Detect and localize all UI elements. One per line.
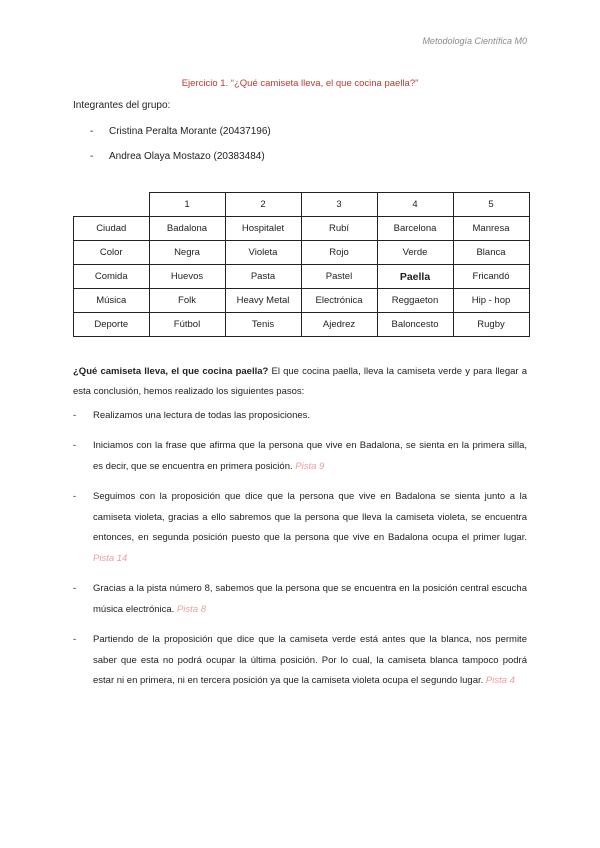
table-cell: Tenis (225, 313, 301, 337)
step-item (73, 406, 527, 427)
table-header-cell: 5 (453, 193, 529, 217)
step-item (73, 579, 527, 620)
table-cell-highlight: Paella (377, 265, 453, 289)
table-cell: Violeta (225, 241, 301, 265)
member-item (90, 126, 271, 137)
member-name: Cristina Peralta Morante (20437196) (109, 126, 271, 137)
clue-reference: Pista 8 (176, 603, 206, 615)
logic-grid-table (73, 192, 530, 337)
step-text: Realizamos una lectura de todas las proposiciones. (93, 410, 311, 421)
row-label: Deporte (74, 313, 150, 337)
table-cell: Huevos (149, 265, 225, 289)
list-dash: - (73, 583, 77, 594)
table-cell: Baloncesto (377, 313, 453, 337)
table-cell: Blanca (453, 241, 529, 265)
table-cell: Verde (377, 241, 453, 265)
list-dash: - (90, 126, 94, 137)
table-row (74, 241, 530, 265)
table-row (74, 289, 530, 313)
members-label: Integrantes del grupo: (73, 100, 171, 111)
document-header: Metodología Científica M0 (422, 36, 527, 46)
table-header-cell: 1 (149, 193, 225, 217)
step-text: Seguimos con la proposición que dice que la persona que vive en Badalona se sienta junto a la camiseta violeta, gracias a ello sabremos que la persona que lleva la camiseta violeta, se encuentra entonces, en segunda posición puesto que la persona que vive en Badalona ocupa el primer lugar. (93, 491, 527, 543)
table-cell: Folk (149, 289, 225, 313)
table-row (74, 265, 530, 289)
table-cell: Pasta (225, 265, 301, 289)
table-header-cell: 3 (301, 193, 377, 217)
table-row (74, 313, 530, 337)
member-name: Andrea Olaya Mostazo (20383484) (109, 151, 265, 162)
list-dash: - (90, 151, 94, 162)
table-cell: Negra (149, 241, 225, 265)
table-cell: Pastel (301, 265, 377, 289)
row-label: Ciudad (74, 217, 150, 241)
clue-reference: Pista 14 (93, 552, 128, 564)
table-row (74, 217, 530, 241)
table-cell: Heavy Metal (225, 289, 301, 313)
row-label: Color (74, 241, 150, 265)
answer-text: El que cocina paella, lleva la camiseta verde y para llegar a esta conclusión, hemos realizado los siguientes pasos: (73, 366, 527, 397)
step-item (73, 630, 527, 692)
table-cell: Fricandó (453, 265, 529, 289)
member-item (90, 151, 265, 162)
table-header-row (74, 193, 530, 217)
table-header-cell: 4 (377, 193, 453, 217)
table-header-cell: 2 (225, 193, 301, 217)
table-cell: Hospitalet (225, 217, 301, 241)
step-text: Gracias a la pista número 8, sabemos que la persona que se encuentra en la posición central escucha música electrónica. (93, 583, 527, 615)
step-text: Iniciamos con la frase que afirma que la persona que vive en Badalona, se sienta en la primera silla, es decir, que se encuentra en primera posición. (93, 440, 527, 472)
clue-reference: Pista 9 (295, 460, 325, 472)
table-cell: Rugby (453, 313, 529, 337)
clue-reference: Pista 4 (485, 675, 515, 686)
table-cell: Rubí (301, 217, 377, 241)
answer-question: ¿Qué camiseta lleva, el que cocina paella? (73, 366, 269, 377)
row-label: Música (74, 289, 150, 313)
table-cell: Hip - hop (453, 289, 529, 313)
step-text: Partiendo de la proposición que dice que la camiseta verde está antes que la blanca, nos permite saber que esta no podrá ocupar la última posición. Por lo cual, la camiseta blanca tampoco podrá estar ni en primera, ni en tercera posición ya que la camiseta violeta ocupa el segundo lugar. (93, 634, 527, 686)
table-cell: Ajedrez (301, 313, 377, 337)
step-item (73, 487, 527, 569)
table-cell: Rojo (301, 241, 377, 265)
list-dash: - (73, 410, 77, 421)
answer-paragraph (73, 362, 527, 402)
table-cell: Badalona (149, 217, 225, 241)
table-cell: Fútbol (149, 313, 225, 337)
exercise-title: Ejercicio 1. “¿Qué camiseta lleva, el que cocina paella?” (181, 78, 419, 89)
table-cell: Manresa (453, 217, 529, 241)
row-label: Comida (74, 265, 150, 289)
table-corner-cell (74, 193, 150, 217)
list-dash: - (73, 440, 77, 451)
table-cell: Barcelona (377, 217, 453, 241)
table-cell: Reggaeton (377, 289, 453, 313)
list-dash: - (73, 491, 77, 502)
step-item (73, 436, 527, 477)
list-dash: - (73, 634, 77, 645)
table-cell: Electrónica (301, 289, 377, 313)
